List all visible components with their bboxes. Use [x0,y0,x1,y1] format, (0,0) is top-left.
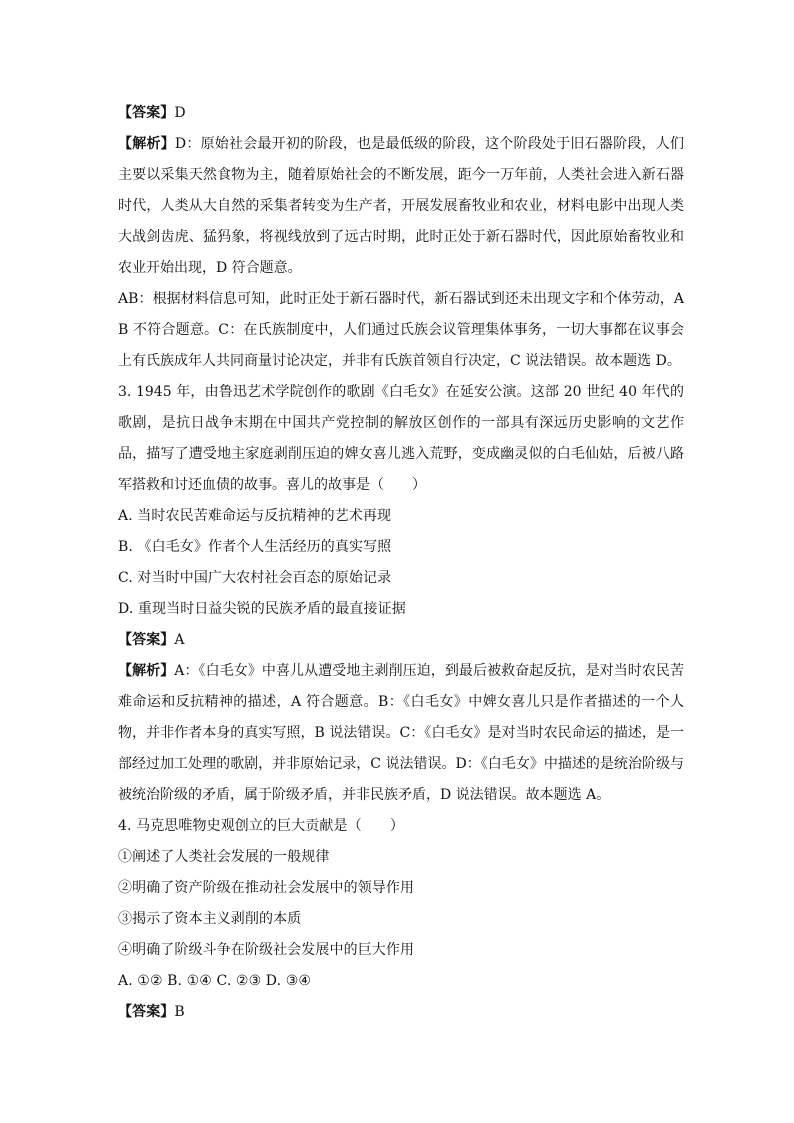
question-3-options [118,501,684,625]
question-4-options: A. ①② B. ①④ C. ②③ D. ③④ [118,973,311,989]
option-d: D. 重现当时日益尖锐的民族矛盾的最直接证据 [118,601,406,617]
analysis-label: 【解析】 [118,663,175,679]
answer-value: B [174,1004,185,1020]
question-3-stem [118,377,684,501]
statement-3: ③揭示了资本主义剥削的本质 [118,911,302,927]
analysis-text: AB：根据材料信息可知，此时正处于新石器时代，新石器试到还未出现文字和个体劳动，AB 不符合题意。C：在氏族制度中，人们通过氏族会议管理集体事务，一切大事都在议事会上有氏族成年人共同商量讨论决定，并非有氏族首领自行决定，C 说法错误。故本题选 D。 [118,291,684,369]
analysis-text: D：原始社会最开初的阶段，也是最低级的阶段，这个阶段处于旧石器阶段，人们主要以采集天然食物为主，随着原始社会的不断发展，距今一万年前，人类社会进入新石器时代，人类从大自然的采集者转变为生产者，开展发展畜牧业和农业，材料电影中出现人类大战剑齿虎、猛犸象，将视线放到了远古时期，此时正处于新石器时代，因此原始畜牧业和农业开始出现，D 符合题意。 [118,136,684,276]
option-c: C. 对当时中国广大农村社会百态的原始记录 [118,570,392,586]
answer-label: 【答案】 [118,105,175,121]
question-text: 3. 1945 年，由鲁迅艺术学院创作的歌剧《白毛女》在延安公演。这部 20 世纪 40 年代的歌剧，是抗日战争末期在中国共产党控制的解放区创作的一部具有深远历史影响的文艺作品，描写了遭受地主家庭剥削压迫的婢女喜儿逃入荒野，变成幽灵似的白毛仙姑，后被八路军搭救和讨还血债的故事。喜儿的故事是（ ） [118,384,684,493]
analysis-1 [118,129,684,284]
statement-2: ②明确了资产阶级在推动社会发展中的领导作用 [118,880,415,896]
answer-label: 【答案】 [118,632,175,648]
document-page [118,98,684,1028]
question-4-stem: 4. 马克思唯物史观创立的巨大贡献是（ ） [118,818,405,834]
analysis-text: A：《白毛女》中喜儿从遭受地主剥削压迫，到最后被救奋起反抗，是对当时农民苦难命运和反抗精神的描述，A 符合题意。B：《白毛女》中婢女喜儿只是作者描述的一个人物，并非作者本身的真实写照，B 说法错误。C：《白毛女》是对当时农民命运的描述，是一部经过加工处理的歌剧，并非原始记录，C 说法错误。D：《白毛女》中描述的是统治阶级与被统治阶级的矛盾，属于阶级矛盾，并非民族矛盾，D 说法错误。故本题选 A。 [118,663,685,803]
answer-4 [118,997,684,1028]
answer-1 [118,98,684,129]
option-a: A. 当时农民苦难命运与反抗精神的艺术再现 [118,508,392,524]
analysis-3 [118,656,684,811]
answer-label: 【答案】 [118,1004,175,1020]
statement-4: ④明确了阶级斗争在阶级社会发展中的巨大作用 [118,942,415,958]
analysis-1-continued [118,284,684,377]
answer-3 [118,625,684,656]
question-4-items [118,842,684,966]
option-b: B. 《白毛女》作者个人生活经历的真实写照 [118,539,392,555]
answer-value: D [174,105,186,121]
statement-1: ①阐述了人类社会发展的一般规律 [118,849,330,865]
analysis-label: 【解析】 [118,136,175,152]
answer-value: A [174,632,185,648]
